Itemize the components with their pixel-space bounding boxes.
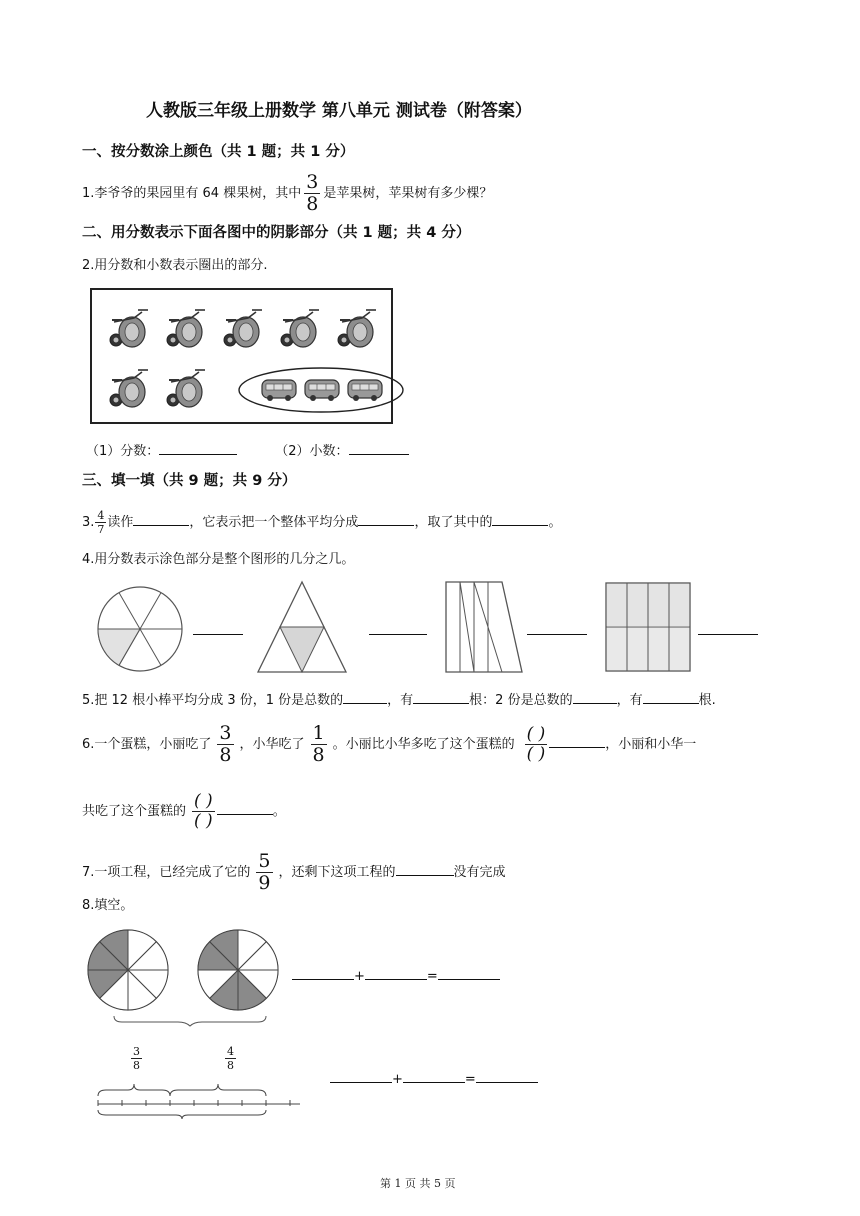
question-8-text: 8.填空。	[82, 898, 134, 913]
q8-row-1-equation	[292, 966, 500, 986]
q7-fraction: $\frac{5}{9}$	[258, 850, 271, 894]
q6-blank-2[interactable]	[217, 801, 273, 815]
q6-fraction-1: $\frac{3}{8}$	[219, 722, 232, 766]
q1-text-post: 是苹果树，苹果树有多少棵？	[323, 186, 493, 201]
q6-text-3: 。小丽比小华多吃了这个蛋糕的	[332, 737, 515, 752]
vehicle-icon	[305, 380, 339, 401]
q6-blank-1[interactable]	[549, 734, 605, 748]
q6-text-2: ，小华吃了	[239, 737, 305, 752]
bike-icon	[110, 370, 148, 407]
q8-row1-equals: =	[426, 969, 438, 984]
q8-row2-plus: +	[392, 1072, 403, 1087]
q8-numberline-fraction-b: $\frac{4}{8}$	[227, 1045, 234, 1072]
section-1-heading: 一、按分数涂上颜色（共 1 题；共 1 分）	[82, 144, 355, 160]
q3-text-2: ，它表示把一个整体平均分成	[189, 515, 359, 530]
q1-fraction: $\frac{3}{8}$	[306, 171, 319, 215]
q6-text-4: ，小丽和小华一	[605, 737, 697, 752]
q6-text-1: 6.一个蛋糕，小丽吃了	[82, 737, 212, 752]
q8-row-2-equation	[330, 1069, 538, 1089]
q7-text-2: ，还剩下这项工程的	[278, 865, 396, 880]
question-2-text: 2.用分数和小数表示圈出的部分.	[82, 258, 268, 273]
q8-row2-blank-3[interactable]	[476, 1069, 538, 1083]
q8-row1-blank-1[interactable]	[292, 966, 354, 980]
triangle-quarters-figure	[254, 578, 350, 674]
q2-fraction-label: （1）分数：	[86, 444, 160, 459]
q3-blank-1[interactable]	[133, 512, 189, 526]
q2-decimal-blank[interactable]	[349, 441, 409, 455]
bike-icon	[167, 370, 205, 407]
q5-blank-4[interactable]	[643, 690, 699, 704]
q6-fraction-2: $\frac{1}{8}$	[312, 722, 325, 766]
page-footer: 第 1 页 共 5 页	[380, 1177, 456, 1190]
question-1	[82, 173, 492, 214]
q2-decimal-label: （2）小数：	[275, 444, 349, 459]
q4-blank-3[interactable]	[527, 621, 587, 635]
q7-text-3: 没有完成	[453, 865, 506, 880]
q3-text-4: 。	[548, 515, 562, 530]
question-7	[82, 852, 506, 893]
question-5	[82, 690, 716, 710]
bike-icon	[167, 310, 205, 347]
q7-text-1: 7.一项工程，已经完成了它的	[82, 865, 251, 880]
rectangle-eighths-figure	[604, 581, 694, 673]
page-title: 人教版三年级上册数学 第八单元 测试卷（附答案）	[146, 101, 532, 121]
q2-fraction-blank[interactable]	[159, 441, 237, 455]
q7-blank[interactable]	[396, 862, 454, 876]
q3-number: 3.	[82, 515, 95, 530]
vehicle-icon	[348, 380, 382, 401]
q4-blank-1[interactable]	[193, 621, 243, 635]
q8-row1-blank-3[interactable]	[438, 966, 500, 980]
circle-sixths-figure	[96, 584, 186, 674]
q6-text-6: 。	[272, 804, 286, 819]
question-6-line-2	[82, 793, 286, 830]
q6-paren-fraction-2[interactable]: $\frac{( )}{( )}$	[194, 791, 213, 831]
q5-blank-2[interactable]	[413, 690, 469, 704]
q6-text-5: 共吃了这个蛋糕的	[82, 804, 187, 819]
q3-blank-2[interactable]	[358, 512, 414, 526]
section-3-heading: 三、填一填（共 9 题；共 9 分）	[82, 473, 297, 489]
two-circles-eighths-figure	[86, 926, 276, 1022]
q3-text-1: 读作	[107, 515, 134, 530]
trapezoid-strips-figure	[444, 580, 524, 676]
q8-row1-blank-2[interactable]	[365, 966, 427, 980]
q6-paren-fraction-1[interactable]: $\frac{( )}{( )}$	[526, 724, 546, 764]
q8-row2-equals: =	[464, 1072, 476, 1087]
fraction-number-line-figure	[92, 1074, 322, 1114]
q5-text-4: ，有	[616, 693, 643, 708]
question-4-text: 4.用分数表示涂色部分是整个图形的几分之几。	[82, 552, 355, 567]
vehicle-icon	[262, 380, 296, 401]
q5-text-2: ，有	[387, 693, 414, 708]
q8-row2-blank-1[interactable]	[330, 1069, 392, 1083]
q3-blank-3[interactable]	[492, 512, 548, 526]
bike-icon	[224, 310, 262, 347]
q1-text-pre: 1.李爷爷的果园里有 64 棵果树，其中	[82, 186, 302, 201]
q5-text-5: 根.	[698, 693, 716, 708]
q2-answer-row	[86, 441, 409, 461]
bike-icon	[338, 310, 376, 347]
q5-text-1: 5.把 12 根小棒平均分成 3 份，1 份是总数的	[82, 693, 344, 708]
q5-text-3: 根：2 份是总数的	[469, 693, 573, 708]
question-3	[82, 510, 561, 535]
bike-icon	[281, 310, 319, 347]
q4-blank-4[interactable]	[698, 621, 758, 635]
question-6-line-1	[82, 724, 696, 765]
bike-icon	[110, 310, 148, 347]
section-2-heading: 二、用分数表示下面各图中的阴影部分（共 1 题；共 4 分）	[82, 225, 471, 241]
q8-numberline-fraction-a: $\frac{3}{8}$	[133, 1045, 140, 1072]
q5-blank-3[interactable]	[573, 690, 617, 704]
q3-text-3: ，取了其中的	[414, 515, 493, 530]
q5-blank-1[interactable]	[343, 690, 387, 704]
q3-fraction: $\frac{4}{7}$	[97, 509, 105, 536]
q8-row1-plus: +	[354, 969, 365, 984]
bikes-and-vehicles-picture	[90, 288, 395, 426]
q8-row2-blank-2[interactable]	[403, 1069, 465, 1083]
q4-blank-2[interactable]	[369, 621, 427, 635]
